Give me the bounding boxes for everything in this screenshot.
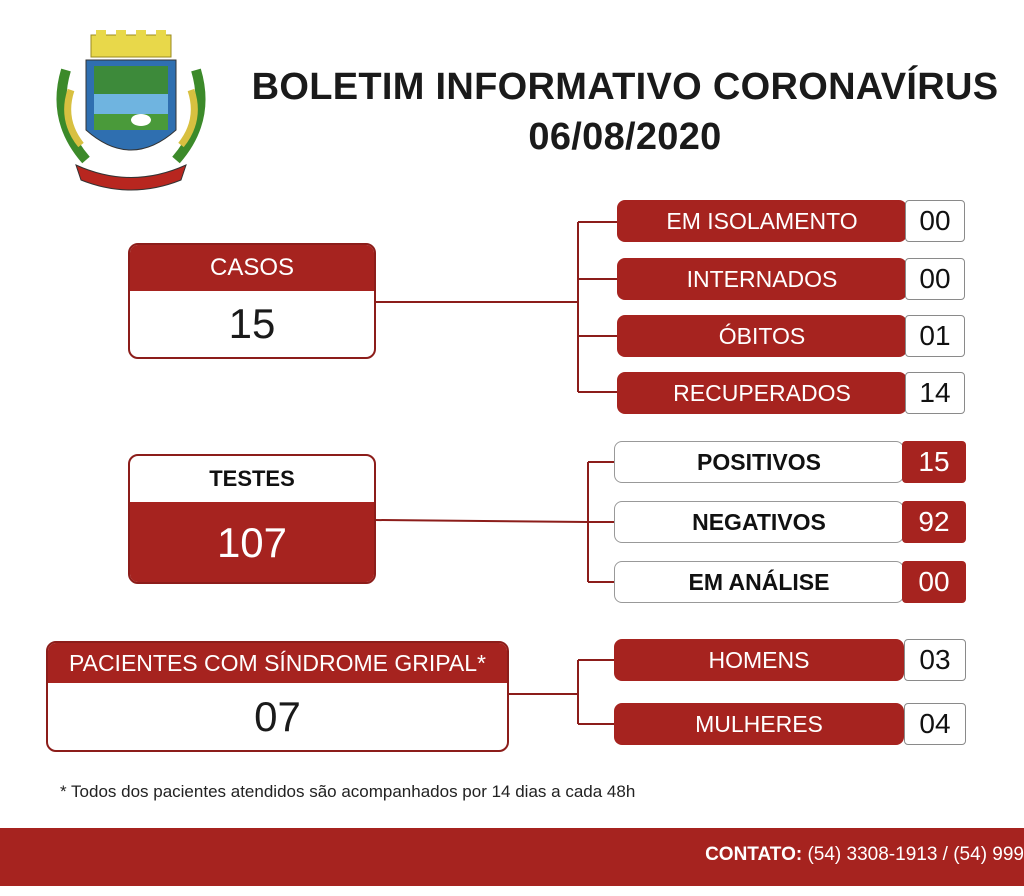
detail-negativos-value: 92 <box>902 501 966 543</box>
detail-homens-label: HOMENS <box>614 639 904 681</box>
detail-internados-label: INTERNADOS <box>617 258 907 300</box>
casos-value: 15 <box>228 300 276 347</box>
detail-positivos-label: POSITIVOS <box>614 441 904 483</box>
contact-phones: (54) 3308-1913 / (54) 999 <box>802 844 1024 865</box>
detail-obitos-label: ÓBITOS <box>617 315 907 357</box>
detail-internados-value: 00 <box>905 258 965 300</box>
casos-card <box>128 243 376 359</box>
detail-mulheres-value: 04 <box>904 703 966 745</box>
sindrome-gripal-value: 07 <box>254 692 301 740</box>
testes-card <box>128 454 376 584</box>
detail-em-analise-label: EM ANÁLISE <box>614 561 904 603</box>
testes-value: 107 <box>130 502 374 584</box>
detail-obitos-value: 01 <box>905 315 965 357</box>
title-date: 06/08/2020 <box>528 116 722 158</box>
detail-em-analise-value: 00 <box>902 561 966 603</box>
detail-em-isolamento-value: 00 <box>905 200 965 242</box>
detail-recuperados-label: RECUPERADOS <box>617 372 907 414</box>
detail-recuperados-value: 14 <box>905 372 965 414</box>
casos-label: CASOS <box>130 245 374 291</box>
contact-info <box>705 844 1024 866</box>
sindrome-gripal-card <box>46 641 509 752</box>
detail-em-isolamento-label: EM ISOLAMENTO <box>617 200 907 242</box>
footnote: * Todos dos pacientes atendidos são acompanhados por 14 dias a cada 48h <box>60 782 636 801</box>
detail-positivos-value: 15 <box>902 441 966 483</box>
detail-negativos-label: NEGATIVOS <box>614 501 904 543</box>
testes-label: TESTES <box>209 466 295 491</box>
detail-homens-value: 03 <box>904 639 966 681</box>
title-line-1: BOLETIM INFORMATIVO CORONAVÍRUS <box>251 66 999 108</box>
contact-label: CONTATO: <box>705 844 803 865</box>
sindrome-gripal-label: PACIENTES COM SÍNDROME GRIPAL* <box>48 643 507 683</box>
detail-mulheres-label: MULHERES <box>614 703 904 745</box>
